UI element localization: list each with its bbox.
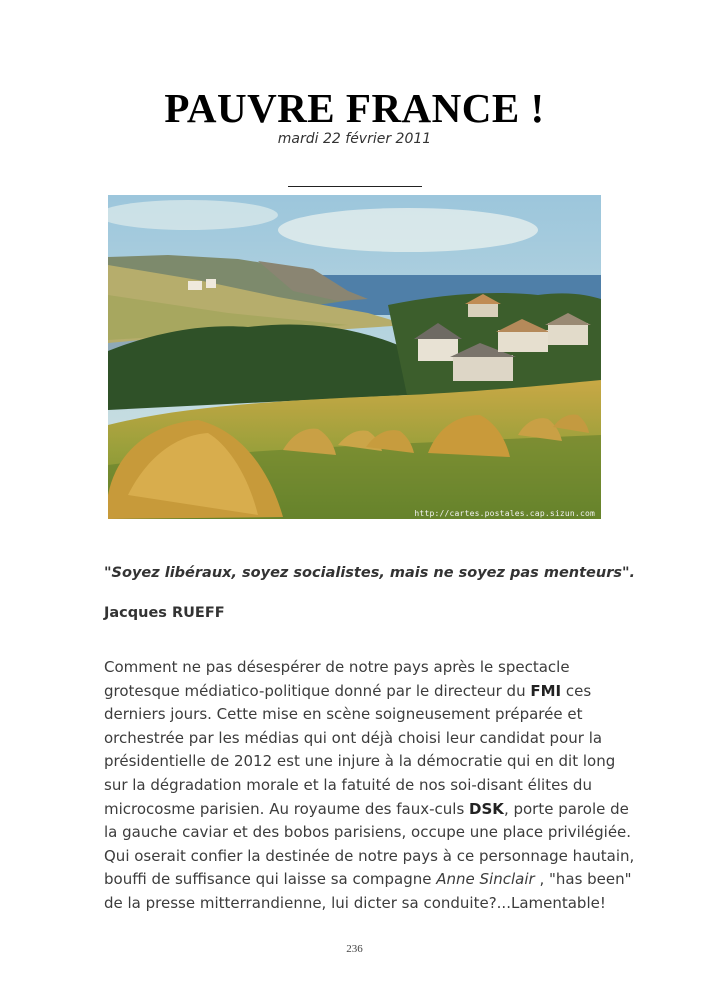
- photo-caption: http://cartes.postales.cap.sizun.com: [414, 509, 595, 518]
- body-line: orchestrée par les médias qui ont déjà choisi leur candidat pour la: [104, 728, 603, 747]
- body-line: sur la dégradation morale et la fatuité de nos soi-disant élites du: [104, 775, 592, 794]
- body-line: de la presse mitterrandienne, lui dicter sa conduite?...Lamentable!: [104, 893, 606, 912]
- coastal-countryside-icon: [108, 195, 601, 519]
- body-line: Comment ne pas désespérer de notre pays après le spectacle: [104, 658, 570, 676]
- landscape-photo: [108, 195, 601, 519]
- body-line: bouffi de suffisance qui laisse sa compagne Anne Sinclair , "has been": [104, 870, 632, 889]
- page-title: PAUVRE FRANCE !: [164, 85, 545, 131]
- body-line: la gauche caviar et des bobos parisiens, occupe une place privilégiée.: [104, 823, 632, 842]
- post-date: mardi 22 février 2011: [277, 131, 432, 147]
- fmi-term: FMI: [530, 681, 562, 700]
- quote-author: Jacques RUEFF: [104, 605, 225, 621]
- dsk-term: DSK: [469, 799, 504, 818]
- body-line: derniers jours. Cette mise en scène soigneusement préparée et: [104, 705, 583, 724]
- divider: [288, 186, 422, 187]
- anne-sinclair-name: Anne Sinclair: [436, 870, 535, 889]
- article-body: [104, 656, 635, 916]
- epigraph-quote: "Soyez libéraux, soyez socialistes, mais ne soyez pas menteurs".: [104, 565, 636, 581]
- body-line: grotesque médiatico-politique donné par le directeur du FMI ces: [104, 681, 592, 700]
- body-line: Qui oserait confier la destinée de notre pays à ce personnage hautain,: [104, 846, 635, 865]
- body-line: microcosme parisien. Au royaume des faux-culs DSK, porte parole de: [104, 799, 629, 818]
- body-line: présidentielle de 2012 est une injure à la démocratie qui en dit long: [104, 752, 616, 771]
- page-number: 236: [346, 943, 363, 955]
